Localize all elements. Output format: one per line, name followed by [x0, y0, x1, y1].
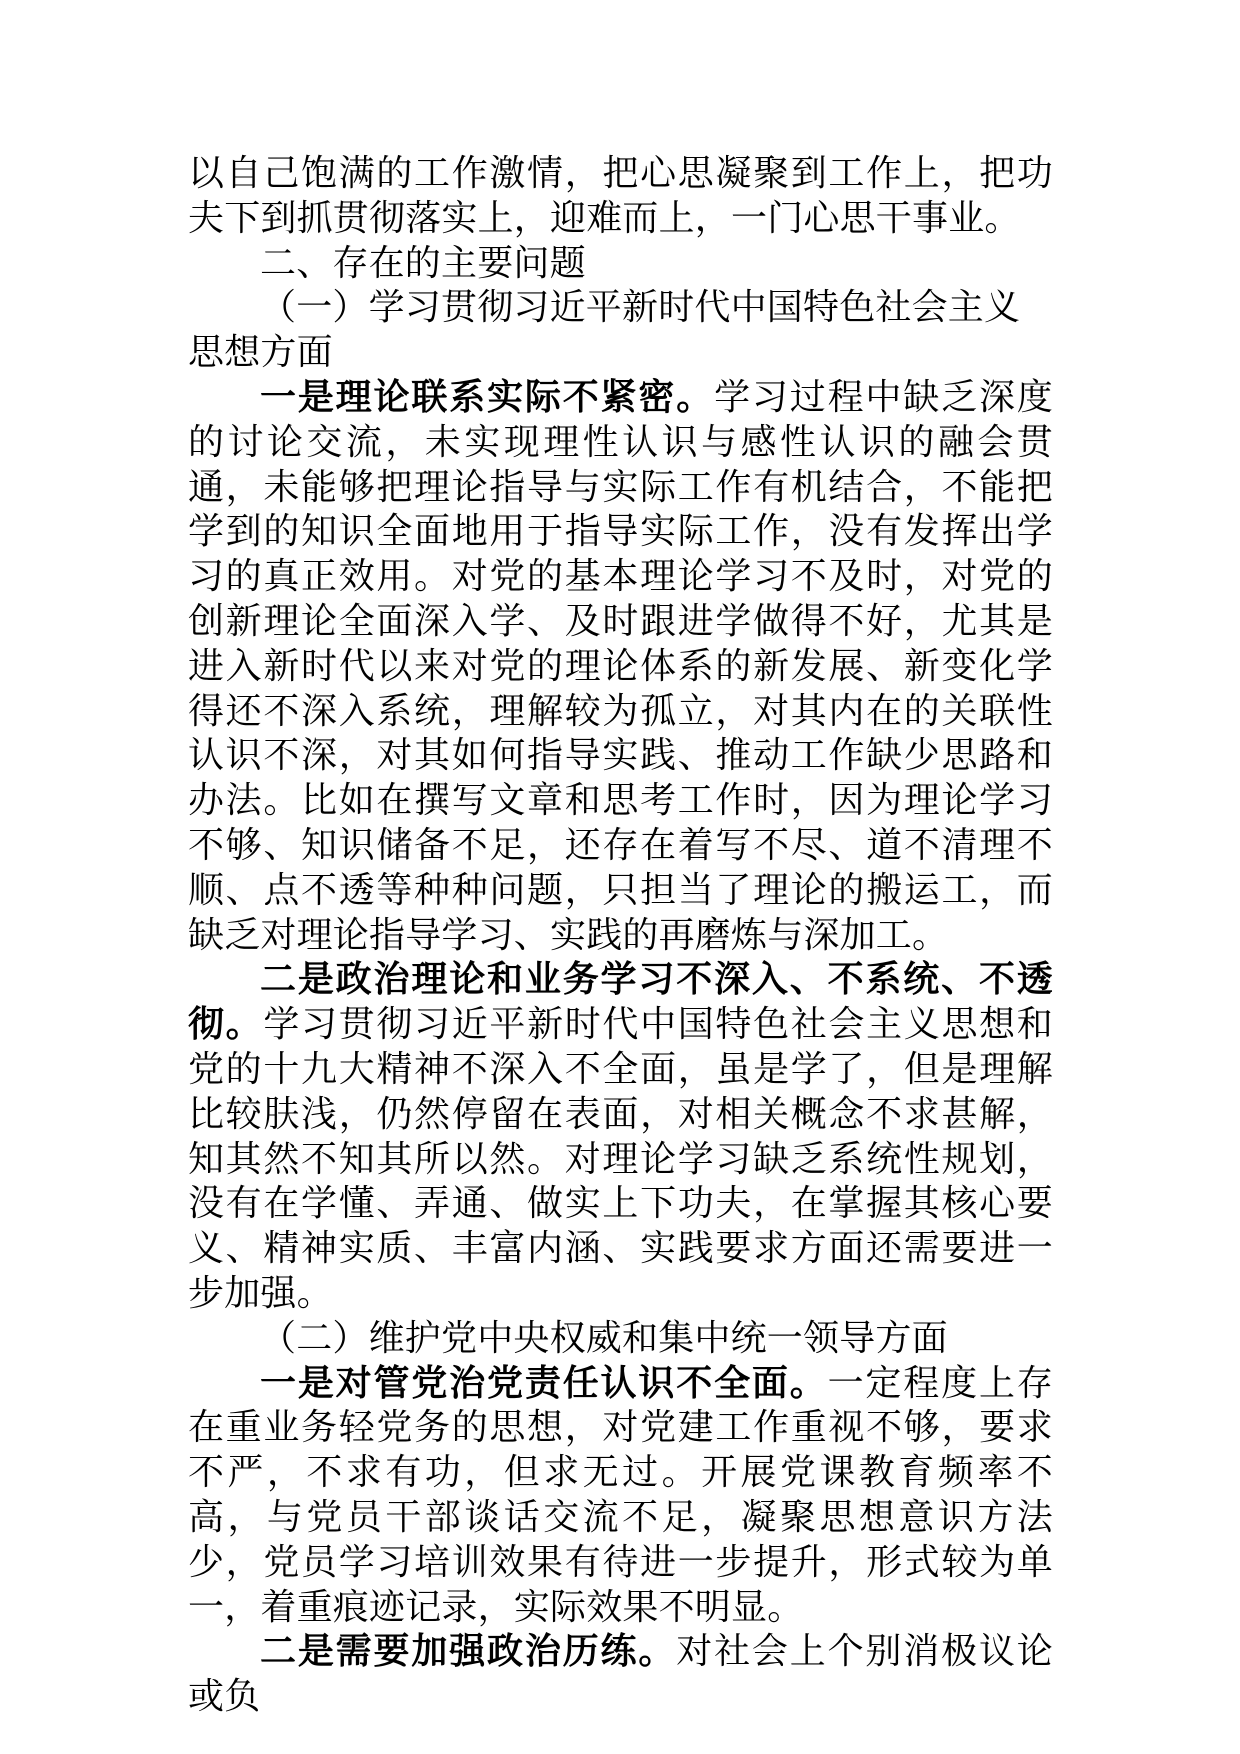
issue-body: 学习贯彻习近平新时代中国特色社会主义思想和党的十九大精神不深入不全面，虽是学了，但是理解比较肤浅，仍然停留在表面，对相关概念不求甚解，知其然不知其所以然。对理论学习缺乏系统性规划，没有在学懂、弄通、做实上下功夫，在掌握其核心要义、精神实质、丰富内涵、实践要求方面还需要进一步加强。: [188, 1004, 1054, 1314]
issue-lead: 二是政治理论和业务学习不深入、不系统、不透彻。: [188, 959, 1053, 1046]
issue-body: 学习过程中缺乏深度的讨论交流，未实现理性认识与感性认识的融会贯通，未能够把理论指导与实际工作有机结合，不能把学到的知识全面地用于指导实际工作，没有发挥出学习的真正效用。对党的基本理论学习不及时，对党的创新理论全面深入学、及时跟进学做得不好，尤其是进入新时代以来对党的理论体系的新发展、新变化学得还不深入系统，理解较为孤立，对其内在的关联性认识不深，对其如何指导实践、推动工作缺少思路和办法。比如在撰写文章和思考工作时，因为理论学习不够、知识储备不足，还存在着写不尽、道不清理不顺、点不透等种种问题，只担当了理论的搬运工，而缺乏对理论指导学习、实践的再磨炼与深加工。: [188, 376, 1053, 956]
issue-body: 一定程度上存在重业务轻党务的思想，对党建工作重视不够，要求不严，不求有功，但求无过。开展党课教育频率不高，与党员干部谈话交流不足，凝聚思想意识方法少，党员学习培训效果有待进一步提升，形式较为单一，着重痕迹记录，实际效果不明显。: [188, 1362, 1053, 1628]
issue-lead: 一是对管党治党责任认识不全面。: [260, 1362, 828, 1404]
continuation-paragraph: 以自己饱满的工作激情，把心思凝聚到工作上，把功夫下到抓贯彻落实上，迎难而上，一门心思干事业。: [188, 153, 1053, 239]
document-page: [188, 152, 1053, 1720]
issue-body: 对社会上个别消极议论或负: [188, 1631, 1053, 1718]
issue-lead: 一是理论联系实际不紧密。: [260, 376, 715, 418]
issue-paragraph: [188, 958, 1053, 1316]
issue-paragraph: [188, 1630, 1053, 1720]
section-heading: 二、存在的主要问题: [260, 242, 586, 284]
issue-lead: 二是需要加强政治历练。: [260, 1631, 677, 1673]
issue-paragraph: [188, 1362, 1053, 1631]
subsection-heading-2: （二）维护党中央权威和集中统一领导方面: [260, 1317, 948, 1359]
subsection-heading-1: （一）学习贯彻习近平新时代中国特色社会主义思想方面: [188, 287, 1021, 374]
issue-paragraph: [188, 376, 1053, 958]
